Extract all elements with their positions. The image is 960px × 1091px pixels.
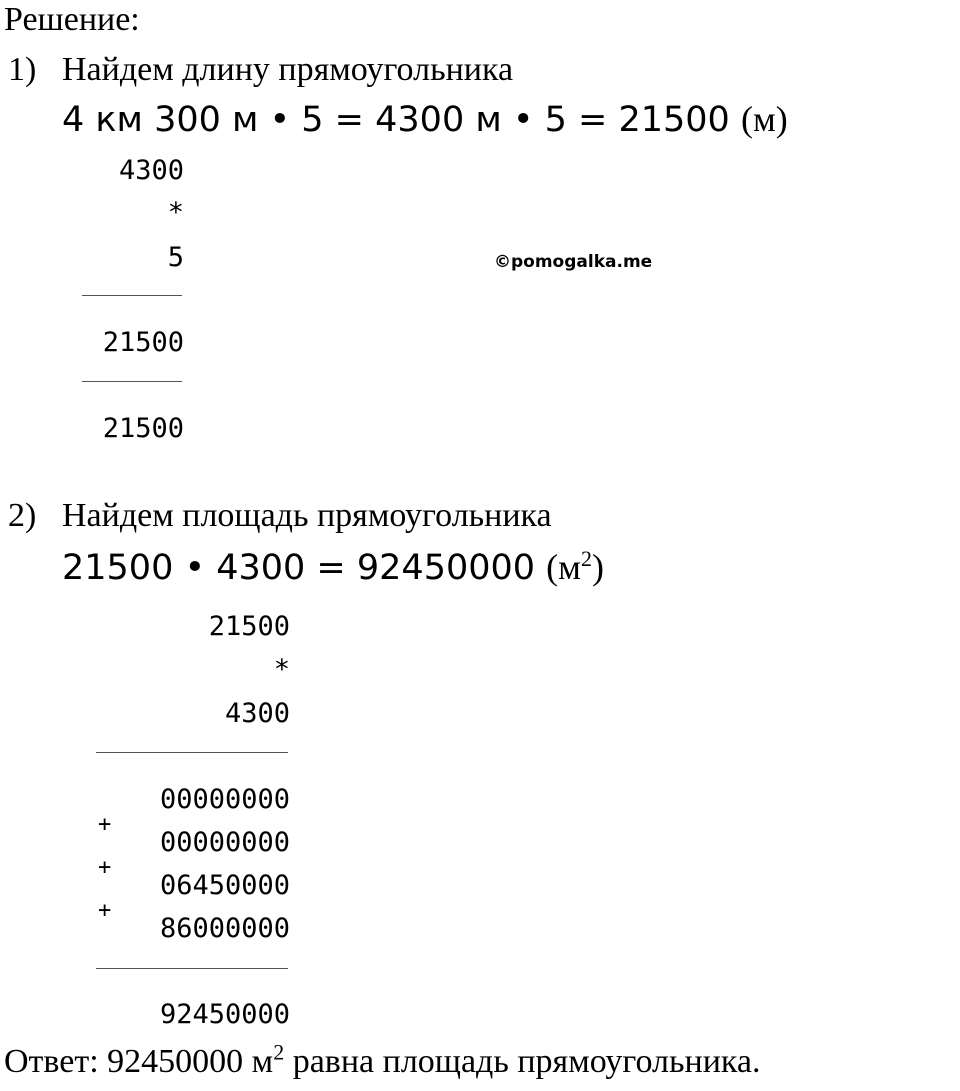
plus-sign: +: [98, 898, 112, 923]
step-2-formula-expression: 21500 • 4300 = 92450000: [62, 548, 536, 588]
step-1-multiplicand: 4300: [118, 155, 184, 186]
step-2-partial: 00000000: [159, 827, 290, 858]
step-2-rule-bottom: [96, 968, 288, 969]
watermark: ©pomogalka.me: [494, 252, 653, 272]
step-2-partial: 86000000: [159, 913, 290, 944]
step-1-partial: 21500: [102, 327, 184, 358]
step-1-rule-top: [82, 295, 182, 296]
step-1-rule-bottom: [82, 381, 182, 382]
step-1-multiplier: 5: [167, 242, 184, 273]
step-1-formula-unit: (м): [740, 99, 788, 139]
step-2-formula-unit: [546, 547, 604, 587]
step-2-operator: *: [273, 654, 290, 685]
step-2-rule-top: [96, 752, 288, 753]
step-2-multiplier: 4300: [224, 698, 290, 729]
plus-sign: +: [98, 812, 112, 837]
step-2-number: 2): [8, 497, 37, 534]
solution-heading: Решение:: [4, 1, 140, 38]
step-1-title: Найдем длину прямоугольника: [62, 51, 514, 88]
answer-suffix: равна площадь прямоугольника.: [284, 1043, 761, 1080]
step-2-result: 92450000: [159, 999, 290, 1030]
answer-prefix: Ответ: 92450000 м: [4, 1043, 274, 1080]
step-1-formula: [62, 98, 788, 141]
step-2-title: Найдем площадь прямоугольника: [62, 497, 552, 534]
step-2-formula-unit-open: (м: [546, 547, 581, 587]
step-2-formula-unit-close: ): [591, 547, 604, 587]
step-1-operator: *: [167, 197, 184, 228]
step-1-formula-expression: 4 км 300 м • 5 = 4300 м • 5 = 21500: [62, 100, 730, 140]
step-2-multiplicand: 21500: [208, 611, 290, 642]
step-2-partial: 00000000: [159, 784, 290, 815]
step-1-result: 21500: [102, 413, 184, 444]
plus-sign: +: [98, 855, 112, 880]
step-2-partial: 06450000: [159, 870, 290, 901]
step-1-number: 1): [8, 51, 37, 88]
answer-power: 2: [273, 1039, 285, 1065]
answer-line: [4, 1039, 761, 1082]
step-2-formula: [62, 546, 604, 589]
step-2-formula-unit-power: 2: [580, 546, 592, 571]
